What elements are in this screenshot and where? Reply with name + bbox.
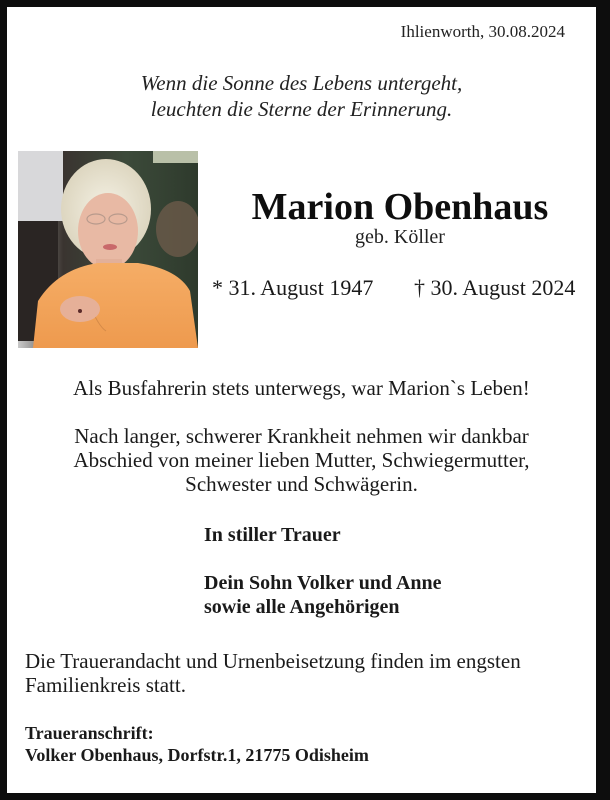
motto-line-2: leuchten die Sterne der Erinnerung. <box>150 97 453 121</box>
life-statement: Als Busfahrerin stets unterwegs, war Marion`s Leben! <box>73 376 530 400</box>
address-value: Volker Obenhaus, Dorfstr.1, 21775 Odisheim <box>25 745 369 765</box>
farewell-line-2: Abschied von meiner lieben Mutter, Schwiegermutter, <box>73 448 530 472</box>
place-date: Ihlienworth, 30.08.2024 <box>400 22 565 41</box>
mourner-line-1: Dein Sohn Volker und Anne <box>204 572 442 594</box>
farewell-line-3: Schwester und Schwägerin. <box>185 472 418 496</box>
portrait-photo-icon <box>18 151 198 348</box>
death-date: † 30. August 2024 <box>414 275 576 300</box>
maiden-name: geb. Köller <box>355 226 445 248</box>
deceased-name: Marion Obenhaus <box>251 186 549 228</box>
mourner-line-2: sowie alle Angehörigen <box>204 596 400 618</box>
birth-date: * 31. August 1947 <box>212 275 374 300</box>
obituary-page <box>7 7 596 793</box>
motto-line-1: Wenn die Sonne des Lebens untergeht, <box>140 71 463 95</box>
ceremony-notice-line-2: Familienkreis statt. <box>25 673 186 697</box>
ceremony-notice-line-1: Die Trauerandacht und Urnenbeisetzung finden im engsten <box>25 649 521 673</box>
farewell-line-1: Nach langer, schwerer Krankheit nehmen wir dankbar <box>74 424 529 448</box>
address-label: Traueranschrift: <box>25 723 154 743</box>
mourning-heading: In stiller Trauer <box>204 524 341 546</box>
